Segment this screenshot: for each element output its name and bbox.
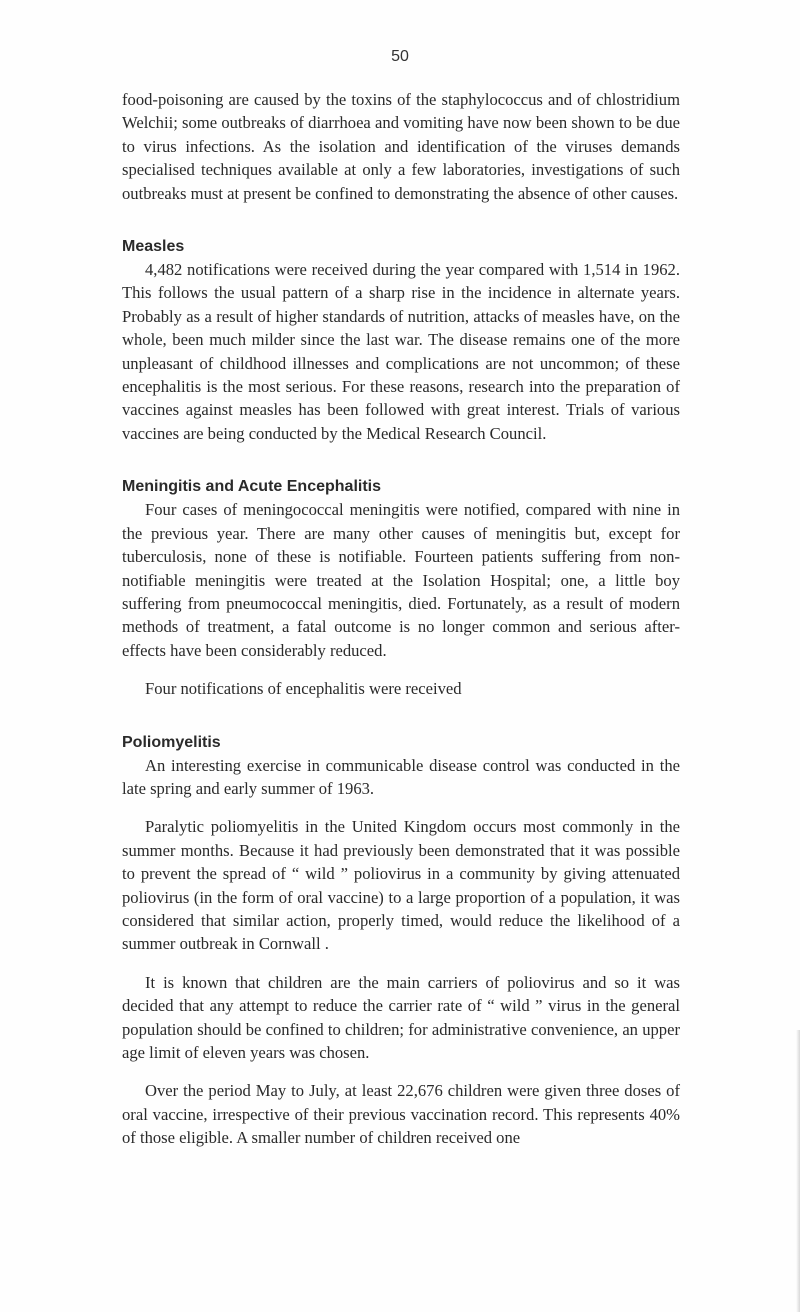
page-number: 50 [391, 48, 409, 65]
encephalitis-paragraph: Four notifications of encephalitis were received [145, 679, 462, 699]
scan-edge-shadow [796, 1030, 800, 1312]
document-body [122, 88, 680, 1150]
intro-paragraph: food-poisoning are caused by the toxins of the staphylococcus and of chlostridium Welchii; some outbreaks of diarrhoea and vomiting have now been shown to be due to virus infections. As the isolation and identification of the viruses demands specialised techniques available at only a few laboratories, investigations of such outbreaks must at present be confined to demonstrating the absence of other causes. [122, 90, 680, 203]
measles-paragraph: 4,482 notifications were received during the year compared with 1,514 in 1962. This follows the usual pattern of a sharp rise in the incidence in alternate years. Probably as a result of higher standards of nutrition, attacks of measles have, on the whole, been much milder since the last war. The disease remains one of the more unpleasant of childhood illnesses and complications are not uncommon; of these encephalitis is the most serious. For these reasons, research into the preparation of vaccines against measles has been followed with great interest. Trials of various vaccines are being conducted by the Medical Research Council. [122, 260, 680, 443]
section-heading-poliomyelitis: Poliomyelitis [122, 733, 221, 751]
meningitis-paragraph: Four cases of meningococcal meningitis were notified, compared with nine in the previous year. There are many other causes of meningitis but, except for tuberculosis, none of these is notifiable. Fourteen patients suffering from non-notifiable meningitis were treated at the Isolation Hospital; one, a little boy suffering from pneumococcal meningitis, died. Fortunately, as a result of modern methods of treatment, a fatal outcome is no longer common and serious after-effects have been considerably reduced. [122, 500, 680, 660]
polio-paragraph-1: An interesting exercise in communicable disease control was conducted in the late spring and early summer of 1963. [122, 755, 680, 798]
polio-paragraph-2: Paralytic poliomyelitis in the United Kingdom occurs most commonly in the summer months. Because it had previously been demonstrated that it was possible to prevent the spread of “ wild ” poliovirus in a community by giving attenuated poliovirus (in the form of oral vaccine) to a large proportion of a population, it was considered that similar action, properly timed, would reduce the likelihood of a summer outbreak in Cornwall . [122, 817, 680, 954]
section-heading-measles: Measles [122, 238, 185, 256]
polio-paragraph-3: It is known that children are the main carriers of poliovirus and so it was decided that any attempt to reduce the carrier rate of “ wild ” virus in the general population should be confined to children; for administrative convenience, an upper age limit of eleven years was chosen. [122, 972, 680, 1062]
polio-paragraph-4: Over the period May to July, at least 22,676 children were given three doses of oral vaccine, irrespective of their previous vaccination record. This represents 40% of those eligible. A smaller number of children received one [122, 1081, 680, 1148]
section-heading-meningitis: Meningitis and Acute Encephalitis [122, 478, 381, 496]
